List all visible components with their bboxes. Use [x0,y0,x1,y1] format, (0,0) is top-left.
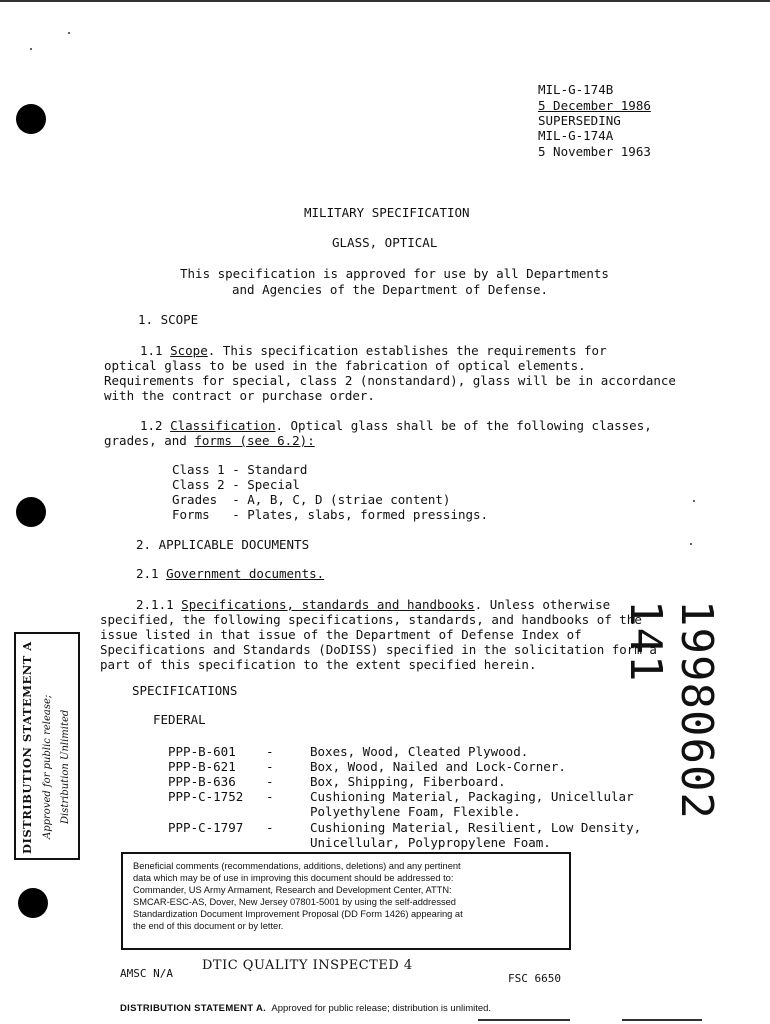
approval-line1: This specification is approved for use by all Departments [180,266,609,281]
spec-desc-cont: Unicellular, Polypropylene Foam. [310,835,551,850]
distribution-statement: DISTRIBUTION STATEMENT A. Approved for public release; distribution is unlimited. [120,1003,492,1014]
title-line2: GLASS, OPTICAL [332,235,438,250]
doc-date: 5 December 1986 [538,98,651,113]
distribution-stamp [14,632,80,860]
spec-code: PPP-B-601 [168,744,236,759]
para-2-1-1-line1: 2.1.1 Specifications, standards and handbooks. Unless otherwise [136,597,611,612]
para-1-1-line3: Requirements for special, class 2 (nonstandard), glass will be in accordance [104,373,676,388]
bottom-rule [622,1019,702,1021]
specifications-label: SPECIFICATIONS [132,683,238,698]
class-item: Forms - Plates, slabs, formed pressings. [172,507,489,522]
superseded-number: MIL-G-174A [538,128,614,143]
para-2-1-1-line2: specified, the following specifications, standards, and handbooks of the [100,612,642,627]
stamp-line1: Approved for public release; [42,694,53,839]
superseding-label: SUPERSEDING [538,113,621,128]
notice-line: the end of this document or by letter. [133,921,284,931]
spec-dash: - [266,744,274,759]
para-1-2-line1: 1.2 Classification. Optical glass shall be of the following classes, [140,418,652,433]
superseded-date: 5 November 1963 [538,144,651,159]
approval-line2: and Agencies of the Department of Defense. [232,282,549,297]
spec-desc: Box, Wood, Nailed and Lock-Corner. [310,759,566,774]
stamp-title: DISTRIBUTION STATEMENT A [20,641,34,854]
spec-desc-cont: Polyethylene Foam, Flexible. [310,804,521,819]
spec-desc: Cushioning Material, Packaging, Unicellular [310,789,634,804]
spec-code: PPP-B-636 [168,774,236,789]
para-2-1: 2.1 Government documents. [136,566,325,581]
punch-hole-middle [16,497,46,527]
spec-desc: Box, Shipping, Fiberboard. [310,774,506,789]
para-2-1-1-line3: issue listed in that issue of the Department of Defense Index of [100,627,582,642]
federal-label: FEDERAL [153,712,206,727]
fsc-label: FSC 6650 [508,972,561,985]
bottom-rule [478,1019,570,1021]
top-border [0,0,770,2]
notice-line: SMCAR-ESC-AS, Dover, New Jersey 07801-5001 by using the self-addressed [133,897,456,907]
para-2-1-1-line4: Specifications and Standards (DoDISS) specified in the solicitation form a [100,642,657,657]
para-1-2-line2: grades, and forms (see 6.2): [104,433,315,448]
notice-line: Beneficial comments (recommendations, additions, deletions) and any pertinent [133,861,461,871]
para-1-1-line4: with the contract or purchase order. [104,388,375,403]
para-2-1-1-line5: part of this specification to the extent specified herein. [100,657,537,672]
section1-heading: 1. SCOPE [138,312,199,327]
punch-hole-bottom [18,888,48,918]
speck [68,32,70,34]
stamp-line2: Distribution Unlimited [60,709,71,824]
spec-dash: - [266,820,274,835]
spec-dash: - [266,759,274,774]
spec-code: PPP-C-1797 [168,820,244,835]
accession-number: 19980602 141 [620,600,722,820]
para-1-1-line2: optical glass to be used in the fabrication of optical elements. [104,358,586,373]
speck [690,543,692,545]
spec-desc: Boxes, Wood, Cleated Plywood. [310,744,529,759]
spec-dash: - [266,774,274,789]
amsc-label: AMSC N/A [120,967,173,980]
class-item: Grades - A, B, C, D (striae content) [172,492,451,507]
comments-notice-box [121,852,571,950]
notice-line: Commander, US Army Armament, Research and Development Center, ATTN: [133,885,452,895]
spec-desc: Cushioning Material, Resilient, Low Density, [310,820,642,835]
spec-code: PPP-C-1752 [168,789,244,804]
dtic-quality-stamp: DTIC QUALITY INSPECTED 4 [202,958,413,973]
punch-hole-top [16,104,46,134]
doc-number: MIL-G-174B [538,82,614,97]
class-item: Class 2 - Special [172,477,300,492]
speck [693,500,695,502]
notice-line: Standardization Document Improvement Proposal (DD Form 1426) appearing at [133,909,463,919]
para-1-1-line1: 1.1 Scope. This specification establishes the requirements for [140,343,607,358]
notice-line: data which may be of use in improving this document should be addressed to: [133,873,454,883]
section2-heading: 2. APPLICABLE DOCUMENTS [136,537,310,552]
title-line1: MILITARY SPECIFICATION [304,205,470,220]
spec-dash: - [266,789,274,804]
class-item: Class 1 - Standard [172,462,308,477]
speck [30,48,32,50]
spec-code: PPP-B-621 [168,759,236,774]
